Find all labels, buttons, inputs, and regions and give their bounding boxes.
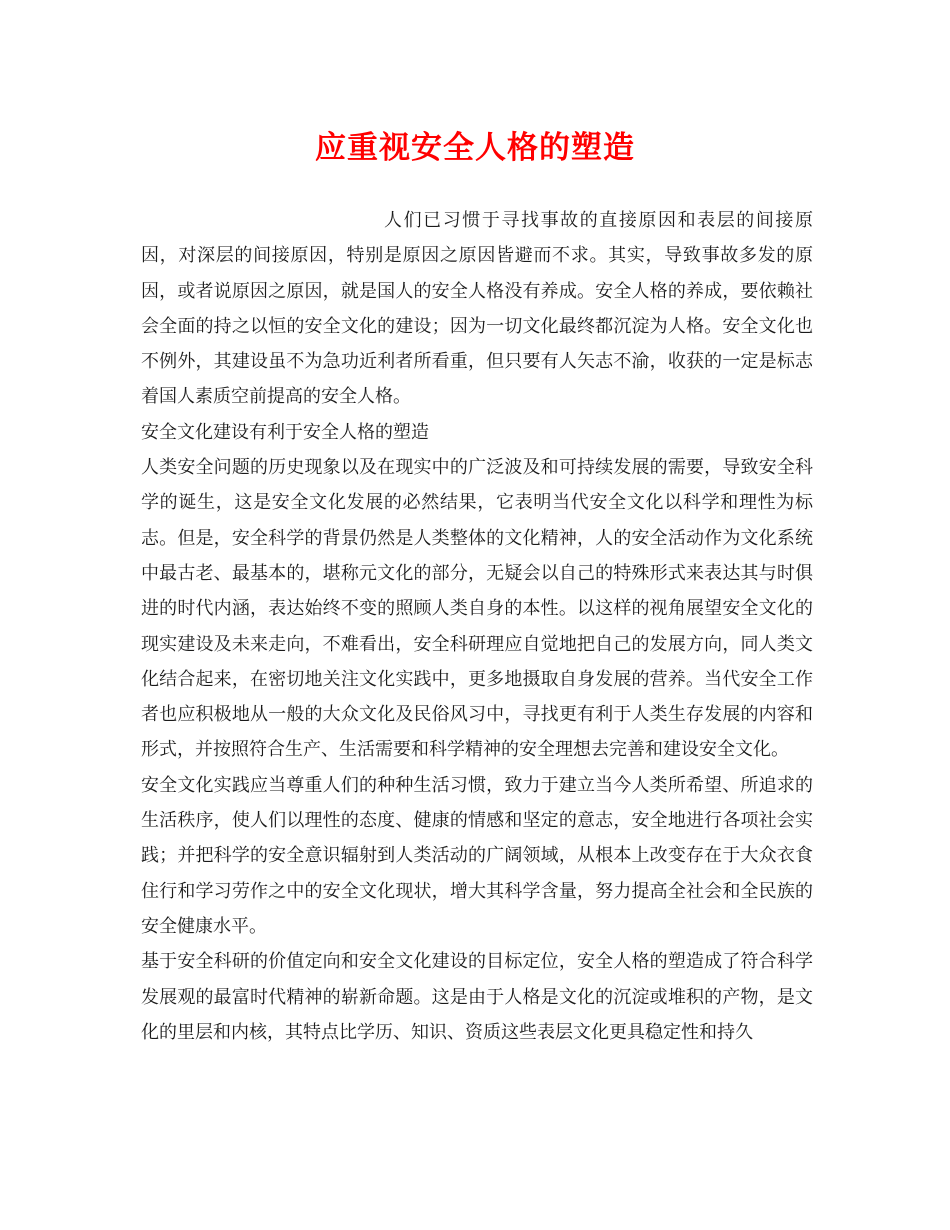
body-paragraph-3: 基于安全科研的价值定向和安全文化建设的目标定位，安全人格的塑造成了符合科学发展观的最富时代精神的崭新命题。这是由于人格是文化的沉淀或堆积的产物，是文化的里层和内核，其特点比学历、知识、资质这些表层文化更具稳定性和持久 xyxy=(141,951,813,1043)
section-heading: 安全文化建设有利于安全人格的塑造 xyxy=(141,421,429,443)
body-paragraph-1: 人类安全问题的历史现象以及在现实中的广泛波及和可持续发展的需要，导致安全科学的诞生，这是安全文化发展的必然结果，它表明当代安全文化以科学和理性为标志。但是，安全科学的背景仍然是人类整体的文化精神，人的安全活动作为文化系统中最古老、最基本的，堪称元文化的部分，无疑会以自己的特殊形式来表达其与时俱进的时代内涵，表达始终不变的照顾人类自身的本性。以这样的视角展望安全文化的现实建设及未来走向，不难看出，安全科研理应自觉地把自己的发展方向，同人类文化结合起来，在密切地关注文化实践中，更多地摄取自身发展的营养。当代安全工作者也应积极地从一般的大众文化及民俗风习中，寻找更有利于人类生存发展的内容和形式，并按照符合生产、生活需要和科学精神的安全理想去完善和建设安全文化。 xyxy=(141,457,813,761)
document-title: 应重视安全人格的塑造 xyxy=(315,130,635,166)
document-body xyxy=(141,203,813,1050)
body-paragraph-2: 安全文化实践应当尊重人们的种种生活习惯，致力于建立当今人类所希望、所追求的生活秩序，使人们以理性的态度、健康的情感和坚定的意志，安全地进行各项社会实践；并把科学的安全意识辐射到人类活动的广阔领域，从根本上改变存在于大众衣食住行和学习劳作之中的安全文化现状，增大其科学含量，努力提高全社会和全民族的安全健康水平。 xyxy=(141,774,813,937)
intro-paragraph: 人们已习惯于寻找事故的直接原因和表层的间接原因，对深层的间接原因，特别是原因之原因皆避而不求。其实，导致事故多发的原因，或者说原因之原因，就是国人的安全人格没有养成。安全人格的养成，要依赖社会全面的持之以恒的安全文化的建设；因为一切文化最终都沉淀为人格。安全文化也不例外，其建设虽不为急功近利者所看重，但只要有人矢志不渝，收获的一定是标志着国人素质空前提高的安全人格。 xyxy=(141,210,813,408)
